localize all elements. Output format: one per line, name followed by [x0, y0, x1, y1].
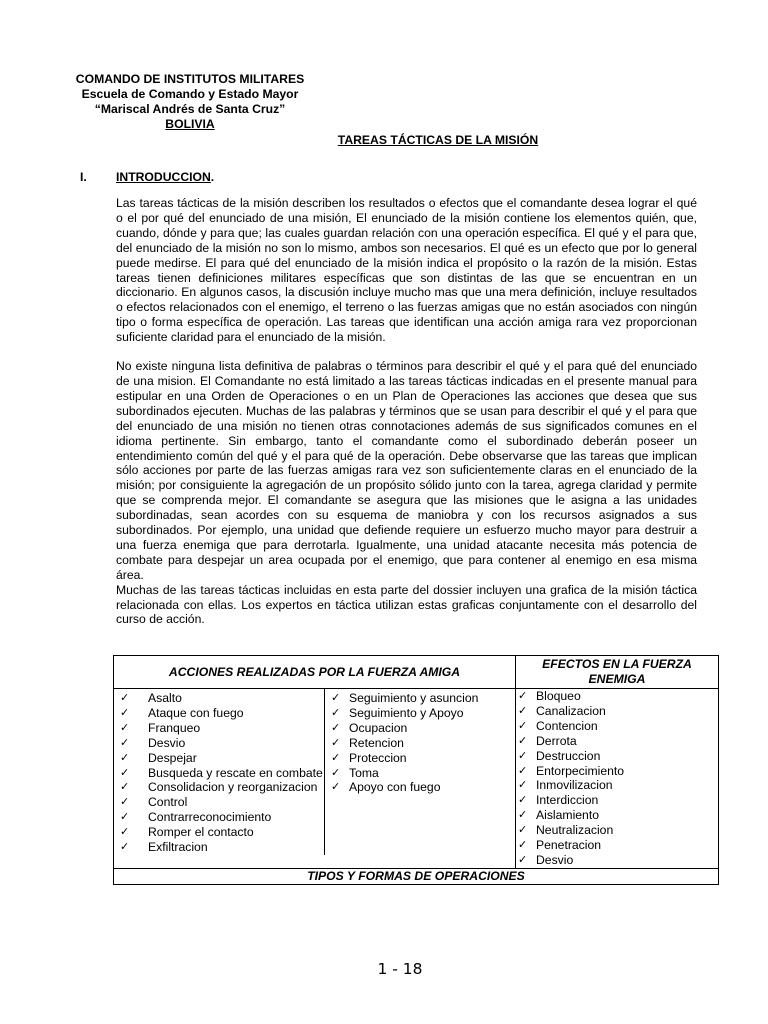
list-item-label: Derrota [536, 733, 577, 748]
page-title: TAREAS TÁCTICAS DE LA MISIÓN [337, 133, 539, 147]
paragraph-1: Las tareas tácticas de la misión describen los resultados o efectos que el comandante desea lograr el qué o el por qué del enunciado de una misión, El enunciado de la misión contiene los elementos quién, que, cuando, dónde y para que; las cuales guardan relación con una operación específica. El qué y el para que, del enunciado de la misión no son lo mismo, ambos son necesarios. El qué es un efecto que por lo general puede medirse. El para qué del enunciado de la misión indica el propósito o la razón de la misión. Estas tareas tienen definiciones militares específicas que son distintas de las que se encuentran en un diccionario. En algunos casos, la discusión incluye mucho mas que una mera definición, incluye resultados o efectos relacionados con el enemigo, el terreno o las fuerzas amigas que no están asociados con ningún tipo o forma específica de operación. Las tareas que identifican una acción amiga rara vez proporcionan suficiente claridad para el enunciado de la misión. [116, 196, 697, 345]
friendly-list-1 [118, 691, 324, 855]
checkmark-icon: ✓ [518, 824, 528, 837]
list-item-label: Destruccion [536, 748, 601, 763]
checkmark-icon: ✓ [120, 826, 130, 839]
list-item [516, 704, 718, 719]
list-item [118, 751, 324, 766]
section-heading [116, 170, 214, 184]
list-item [118, 780, 324, 795]
list-item-label: Control [148, 795, 188, 810]
checkmark-icon: ✓ [120, 721, 130, 734]
list-item-label: Ocupacion [349, 720, 408, 735]
list-item [516, 689, 718, 704]
section-title-suffix: . [210, 170, 215, 184]
checkmark-icon: ✓ [120, 706, 130, 719]
checkmark-icon: ✓ [120, 751, 130, 764]
section-title-text: INTRODUCCION [116, 170, 211, 184]
list-item [329, 751, 515, 766]
list-item-label: Consolidacion y reorganizacion [148, 780, 318, 795]
checkmark-icon: ✓ [331, 692, 341, 704]
list-item [516, 853, 718, 868]
checkmark-icon: ✓ [331, 736, 341, 749]
checkmark-icon: ✓ [518, 779, 528, 792]
checkmark-icon: ✓ [518, 704, 528, 717]
list-item-label: Inmovilizacion [536, 778, 613, 793]
list-item-label: Busqueda y rescate en combate [148, 765, 323, 780]
checkmark-icon: ✓ [120, 766, 130, 779]
header-line-1: COMANDO DE INSTITUTOS MILITARES [75, 72, 305, 86]
operations-types-footer: TIPOS Y FORMAS DE OPERACIONES [114, 868, 719, 884]
checkmark-icon: ✓ [518, 719, 528, 732]
checkmark-icon: ✓ [120, 841, 130, 854]
list-item [329, 691, 515, 706]
list-item [516, 749, 718, 764]
list-item [118, 691, 324, 706]
checkmark-icon: ✓ [518, 794, 528, 807]
paragraph-3: Muchas de las tareas tácticas incluidas en esta parte del dossier incluyen una grafica de la misión táctica relacionada con ellas. Los expertos en táctica utilizan estas graficas conjuntamente con el desarrollo del curso de acción. [116, 582, 697, 627]
section-number: I. [80, 170, 87, 184]
header-line-4: BOLIVIA [165, 117, 215, 131]
friendly-list-col-1 [114, 689, 325, 855]
operations-table [113, 655, 719, 885]
list-item [516, 808, 718, 823]
list-item [118, 825, 324, 840]
friendly-actions-header: ACCIONES REALIZADAS POR LA FUERZA AMIGA [114, 656, 516, 689]
list-item-label: Penetracion [536, 838, 602, 853]
list-item [118, 840, 324, 855]
enemy-effects-header: EFECTOS EN LA FUERZA ENEMIGA [516, 656, 719, 689]
checkmark-icon: ✓ [120, 811, 130, 824]
page-number: 1 - 18 [377, 960, 423, 978]
list-item-label: Aislamiento [536, 808, 599, 823]
list-item-label: Toma [349, 765, 379, 780]
checkmark-icon: ✓ [331, 706, 341, 719]
list-item-label: Proteccion [349, 750, 407, 765]
document-header [40, 72, 340, 132]
list-item [118, 766, 324, 781]
list-item [118, 706, 324, 721]
list-item [329, 706, 515, 721]
checkmark-icon: ✓ [518, 764, 528, 777]
list-item-label: Apoyo con fuego [349, 780, 441, 795]
list-item [516, 838, 718, 853]
checkmark-icon: ✓ [331, 766, 341, 779]
list-item-label: Romper el contacto [148, 825, 254, 840]
list-item-label: Interdiccion [536, 793, 599, 808]
checkmark-icon: ✓ [331, 721, 341, 734]
list-item [516, 719, 718, 734]
list-item-label: Bloqueo [536, 689, 581, 703]
checkmark-icon: ✓ [518, 853, 528, 866]
list-item [329, 766, 515, 781]
checkmark-icon: ✓ [120, 692, 130, 704]
body-text [116, 196, 697, 627]
list-item [516, 793, 718, 808]
list-item-label: Contencion [536, 718, 598, 733]
list-item-label: Despejar [148, 750, 197, 765]
list-item-label: Retencion [349, 735, 404, 750]
enemy-list [516, 689, 718, 868]
list-item-label: Franqueo [148, 720, 201, 735]
list-item-label: Seguimiento y asuncion [349, 691, 479, 705]
header-line-2: Escuela de Comando y Estado Mayor [81, 87, 299, 101]
list-item [516, 823, 718, 838]
list-item-label: Asalto [148, 691, 182, 705]
list-item [516, 778, 718, 793]
list-item [118, 721, 324, 736]
list-item-label: Neutralizacion [536, 823, 614, 838]
list-item-label: Desvio [536, 852, 574, 867]
list-item [516, 764, 718, 779]
checkmark-icon: ✓ [518, 809, 528, 822]
list-item [516, 734, 718, 749]
checkmark-icon: ✓ [120, 781, 130, 794]
checkmark-icon: ✓ [120, 796, 130, 809]
checkmark-icon: ✓ [518, 734, 528, 747]
list-item [118, 736, 324, 751]
list-item-label: Canalizacion [536, 703, 606, 718]
list-item [118, 810, 324, 825]
friendly-list-col-2 [325, 689, 515, 855]
list-item [329, 721, 515, 736]
friendly-actions-cell [114, 689, 516, 869]
list-item-label: Entorpecimiento [536, 763, 625, 778]
list-item [329, 736, 515, 751]
checkmark-icon: ✓ [331, 751, 341, 764]
list-item-label: Seguimiento y Apoyo [349, 705, 464, 720]
friendly-list-2 [329, 691, 515, 795]
list-item-label: Ataque con fuego [148, 705, 244, 720]
list-item [118, 795, 324, 810]
list-item-label: Contrarreconocimiento [148, 810, 272, 825]
list-item-label: Desvio [148, 735, 186, 750]
header-line-3: “Mariscal Andrés de Santa Cruz” [94, 102, 286, 116]
checkmark-icon: ✓ [518, 690, 528, 702]
checkmark-icon: ✓ [518, 839, 528, 852]
enemy-effects-cell [516, 689, 719, 869]
paragraph-2: No existe ninguna lista definitiva de palabras o términos para describir el qué y el para qué del enunciado de una mision. El Comandante no está limitado a las tareas tácticas indicadas en el presente manual para estipular en una Orden de Operaciones o en un Plan de Operaciones las acciones que desea que sus subordinados ejecuten. Muchas de las palabras y términos que se usan para describir el qué y el para que del enunciado de una misión no tienen otras connotaciones además de sus significados comunes en el idioma pertinente. Sin embargo, tanto el comandante como el subordinado deberán poseer un entendimiento común del qué y el para qué de la operación. Debe observarse que las tareas que implican sólo acciones por parte de las fuerzas amigas rara vez son suficientemente claras en el enunciado de la misión; por consiguiente la agregación de un propósito sólido junto con la tarea, agrega claridad y permite que se comprenda mejor. El comandante se asegura que las misiones que le asigna a las unidades subordinadas, sean acordes con su esquema de maniobra y con los recursos asignados a sus subordinados. Por ejemplo, una unidad que defiende requiere un esfuerzo mucho mayor para destruir a una fuerza enemiga que para derrotarla. Igualmente, una unidad atacante necesita más potencia de combate para despejar un area ocupada por el enemigo, que para contener al enemigo en esa misma área. [116, 359, 697, 582]
checkmark-icon: ✓ [331, 781, 341, 794]
list-item-label: Exfiltracion [148, 840, 208, 855]
checkmark-icon: ✓ [518, 749, 528, 762]
checkmark-icon: ✓ [120, 736, 130, 749]
list-item [329, 780, 515, 795]
